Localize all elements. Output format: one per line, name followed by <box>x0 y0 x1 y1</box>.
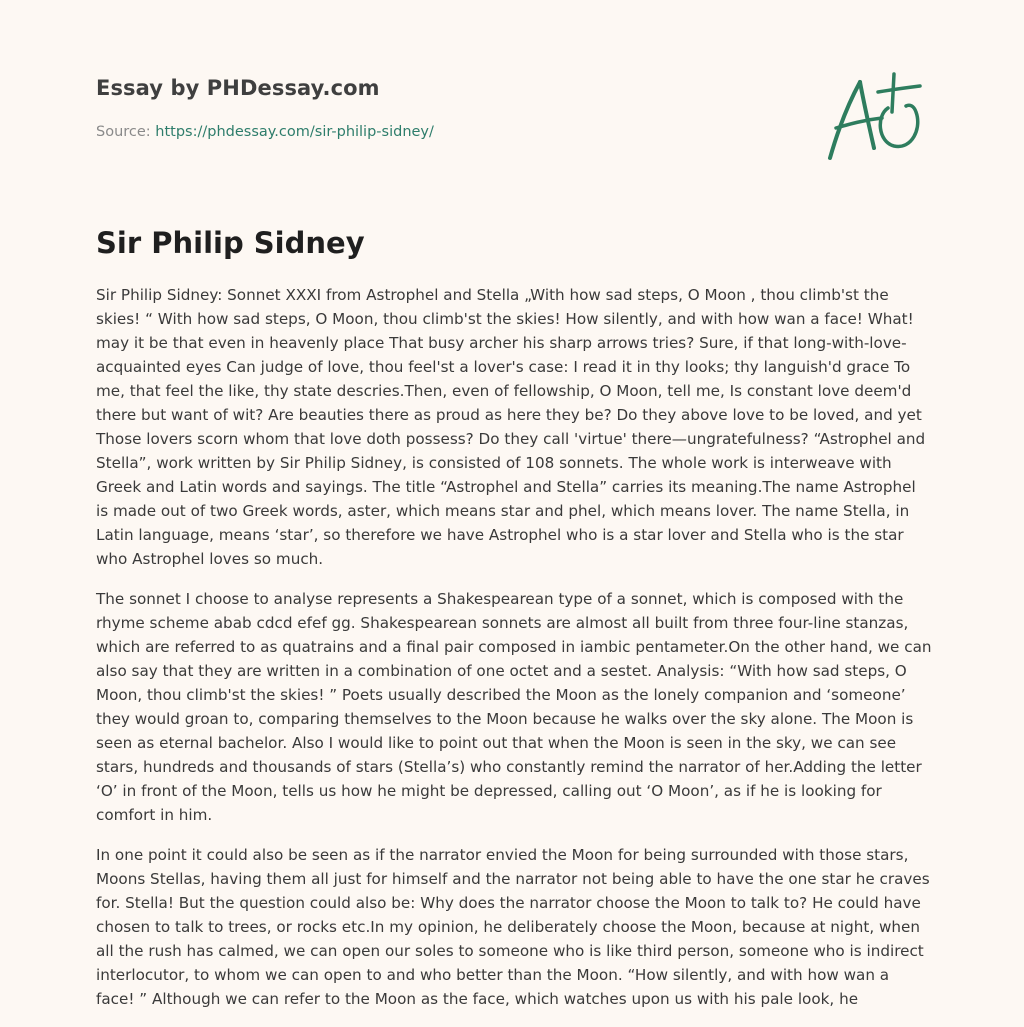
essay-paragraph: Sir Philip Sidney: Sonnet XXXI from Astrophel and Stella „With how sad steps, O Moon , thou climb'st the skies! “ With how sad steps, O Moon, thou climb'st the skies! How silently, and with how wan a face! What! may it be that even in heavenly place That busy archer his sharp arrows tries? Sure, if that long-with-love-acquainted eyes Can judge of love, thou feel'st a lover's case: I read it in thy looks; thy languish'd grace To me, that feel the like, thy state descries.Then, even of fellowship, O Moon, tell me, Is constant love deem'd there but want of wit? Are beauties there as proud as here they be? Do they above love to be loved, and yet Those lovers scorn whom that love doth possess? Do they call 'virtue' there—ungratefulness? “Astrophel and Stella”, work written by Sir Philip Sidney, is consisted of 108 sonnets. The whole work is interweave with Greek and Latin words and sayings. The title “Astrophel and Stella” carries its meaning.The name Astrophel is made out of two Greek words, aster, which means star and phel, which means lover. The name Stella, in Latin language, means ‘star’, so therefore we have Astrophel who is a star lover and Stella who is the star who Astrophel loves so much. <box>96 286 926 568</box>
essay-paragraph: The sonnet I choose to analyse represents a Shakespearean type of a sonnet, which is composed with the rhyme scheme abab cdcd efef gg. Shakespearean sonnets are almost all built from three four-line stanzas, which are referred to as quatrains and a final pair composed in iambic pentameter.On the other hand, we can also say that they are written in a combination of one octet and a sestet. Analysis: “With how sad steps, O Moon, thou climb'st the skies! ” Poets usually described the Moon as the lonely companion and ‘someone’ they would groan to, comparing themselves to the Moon because he walks over the sky alone. The Moon is seen as eternal bachelor. Also I would like to point out that when the Moon is seen in the sky, we can see stars, hundreds and thousands of stars (Stella’s) who constantly remind the narrator of her.Adding the letter ‘O’ in front of the Moon, tells us how he might be depressed, calling out ‘O Moon’, as if he is looking for comfort in him. <box>96 590 932 824</box>
source-line <box>96 124 434 140</box>
site-brand: Essay by PHDessay.com <box>96 76 380 100</box>
essay-title: Sir Philip Sidney <box>96 226 365 260</box>
essay-paragraph: In one point it could also be seen as if the narrator envied the Moon for being surrounded with those stars, Moons Stellas, having them all just for himself and the narrator not being able to have the one star he craves for. Stella! But the question could also be: Why does the narrator choose the Moon to talk to? He could have chosen to talk to trees, or rocks etc.In my opinion, he deliberately choose the Moon, because at night, when all the rush has calmed, we can open our soles to someone who is like third person, someone who is indirect interlocutor, to whom we can open to and who better than the Moon. “How silently, and with how wan a face! ” Although we can refer to the Moon as the face, which watches upon us with his pale look, he <box>96 846 930 1008</box>
source-label: Source: <box>96 124 151 140</box>
essay-body <box>96 283 932 1027</box>
source-link[interactable]: https://phdessay.com/sir-philip-sidney/ <box>155 124 434 140</box>
a-plus-grade-icon <box>820 68 928 168</box>
